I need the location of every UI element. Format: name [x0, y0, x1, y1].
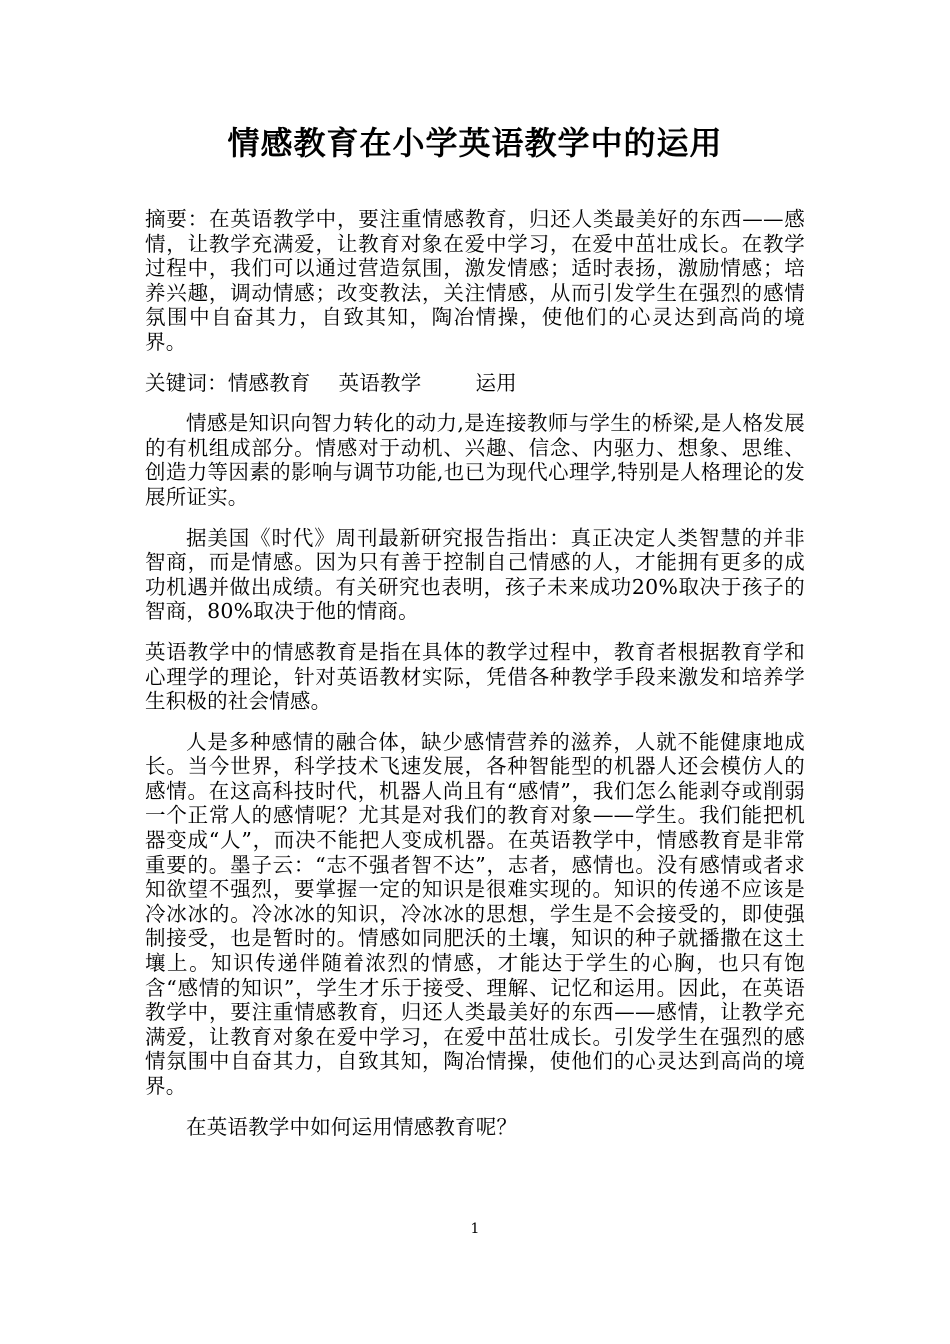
keyword-item: 英语教学	[338, 370, 422, 395]
document-body	[145, 207, 805, 1155]
body-paragraph: 情感是知识向智力转化的动力,是连接教师与学生的桥梁,是人格发展的有机组成部分。情感对于动机、兴趣、信念、内驱力、想象、思维、创造力等因素的影响与调节功能,也已为现代心理学,特别是人格理论的发展所证实。	[145, 411, 805, 509]
abstract-paragraph: 摘要：在英语教学中，要注重情感教育，归还人类最美好的东西——感情，让教学充满爱，让教育对象在爱中学习，在爱中茁壮成长。在教学过程中，我们可以通过营造氛围，激发情感；适时表扬，激励情感；培养兴趣，调动情感；改变教法，关注情感，从而引发学生在强烈的感情氛围中自奋其力，自致其知，陶冶情操，使他们的心灵达到高尚的境界。	[145, 207, 805, 354]
keyword-item: 情感教育	[227, 370, 311, 395]
body-paragraph: 英语教学中的情感教育是指在具体的教学过程中，教育者根据教育学和心理学的理论，针对英语教材实际，凭借各种教学手段来激发和培养学生积极的社会情感。	[145, 639, 805, 714]
document-title: 情感教育在小学英语教学中的运用	[227, 124, 723, 162]
body-paragraph: 在英语教学中如何运用情感教育呢？	[186, 1114, 518, 1139]
body-paragraph: 人是多种感情的融合体，缺少感情营养的滋养，人就不能健康地成长。当今世界，科学技术飞速发展，各种智能型的机器人还会模仿人的感情。在这高科技时代，机器人尚且有“感情”，我们怎么能剥夺或削弱一个正常人的感情呢？尤其是对我们的教育对象——学生。我们能把机器变成“人”，而决不能把人变成机器。在英语教学中，情感教育是非常重要的。墨子云：“志不强者智不达”，志者，感情也。没有感情或者求知欲望不强烈，要掌握一定的知识是很难实现的。知识的传递不应该是冷冰冰的。冷冰冰的知识，冷冰冰的思想，学生是不会接受的，即使强制接受，也是暂时的。情感如同肥沃的土壤，知识的种子就播撒在这土壤上。知识传递伴随着浓烈的情感，才能达于学生的心胸，也只有饱含“感情的知识”，学生才乐于接受、理解、记忆和运用。因此，在英语教学中，要注重情感教育，归还人类最美好的东西——感情，让教学充满爱，让教育对象在爱中学习，在爱中茁壮成长。引发学生在强烈的感情氛围中自奋其力，自致其知，陶冶情操，使他们的心灵达到高尚的境界。	[145, 729, 805, 1098]
keywords-label: 关键词：	[145, 370, 228, 395]
keyword-item: 运用	[475, 370, 517, 395]
body-paragraph: 据美国《时代》周刊最新研究报告指出：真正决定人类智慧的并非智商，而是情感。因为只有善于控制自己情感的人，才能拥有更多的成功机遇并做出成绩。有关研究也表明，孩子未来成功20%取决于孩子的智商，80%取决于他的情商。	[145, 525, 805, 624]
page-number: 1	[470, 1221, 480, 1237]
keywords-line	[145, 371, 805, 396]
